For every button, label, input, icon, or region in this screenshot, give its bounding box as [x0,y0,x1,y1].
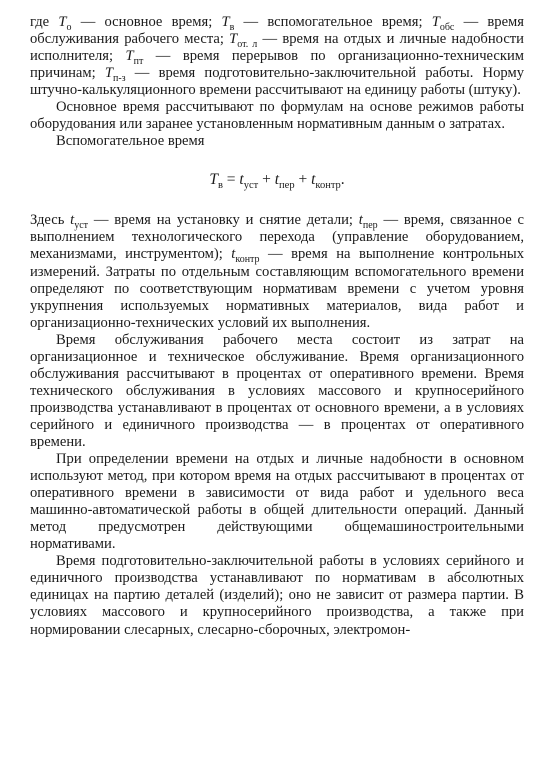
symbol-t-per: t [358,212,363,229]
paragraph-prep: Время подготовительно-заключительной работы в условиях серийного и единичного производства устанавливают по нормативам в абсолютных единицах на партию деталей (изделий); оно не зависит от размера партии. В условиях массового и крупносерийного производства, а также при нормировании слесарных, слесарно-сборочных, электромон- [30,553,524,638]
here-text-b: — время на установку и снятие детали; [88,212,359,229]
subscript-per: пер [362,220,378,232]
formula-t3: t [311,171,316,189]
symbol-t-o: T [58,14,67,30]
intro-text-a: где [30,14,59,30]
symbol-t-pz: T [104,65,113,82]
symbol-t-v: T [221,14,230,30]
intro-text-f: — время перерывов по организационно-техническим причинам; [30,48,524,82]
here-text-c: — время, связанное с выполнением технологического перехода (управление оборудованием, механизмами, инструментом); [30,212,524,263]
symbol-t-pt: T [125,48,134,65]
paragraph-service: Время обслуживания рабочего места состоит из затрат на организационное и техническое обслуживание. Время организационного обслуживания рассчитывают в процентах от оперативного времени. Время технического обслуживания в условиях массового и крупносерийного производства устанавливают в процентах от основного времени, а в условиях серийного и единичного производства — в процентах от оперативного времени. [30,331,524,450]
intro-text-b: — основное время; [71,14,222,30]
subscript-kontr: контр [235,254,260,266]
paragraph-auxiliary-intro: Вспомогательное время [56,133,205,150]
subscript-v: в [229,21,235,33]
intro-text-c: — вспомогательное время; [234,14,432,30]
intro-text-d: — время обслуживания рабочего места; [30,14,524,48]
formula-t1-sub: уст [243,180,259,192]
here-text-a: Здесь [30,212,71,229]
formula-t1: t [239,171,244,189]
paragraph-basic-time: Основное время рассчитывают по формулам на основе режимов работы оборудования или заранее установленным нормативным данным о затратах. [30,99,524,133]
formula-t3-sub: контр [315,180,341,192]
formula-plus1: + [258,171,275,189]
formula-t2: t [274,171,280,189]
paragraph-rest: При определении времени на отдых и личные надобности в основном используют метод, при котором время на отдых рассчитывают в процентах от оперативного времени в зависимости от вида работ и удельного веса машинно-автоматической работы в общей длительности операций. Данный метод предусмотрен действующими общемашиностроительными нормативами. [30,451,524,553]
subscript-pt: пт [133,56,144,67]
symbol-t-obs: T [431,14,440,30]
intro-text-e: — время на отдых и личные надобности исполнителя; [30,31,524,65]
formula-lhs: T [209,171,218,189]
subscript-pz: п-з [112,73,126,85]
intro-text-g: — время подготовительно-заключительной работы. Норму штучно-калькуляционного времени рассчитывают на единицу работы (штуку). [30,65,524,99]
subscript-otl: от. л [237,38,258,50]
formula-plus2: + [294,171,312,189]
symbol-t-ust: t [70,212,75,229]
formula-auxiliary-time [30,170,524,190]
subscript-o: о [66,21,72,33]
paragraph-here [30,212,524,331]
symbol-t-otl: T [229,31,238,48]
formula-t2-sub: пер [279,180,295,192]
intro-paragraph [30,14,524,99]
formula-lhs-sub: в [217,180,223,192]
symbol-t-kontr: t [231,246,236,263]
subscript-ust: уст [74,220,89,232]
formula-eq: = [222,171,240,189]
subscript-obs: обс [439,21,455,33]
formula-end: . [340,171,345,189]
here-text-d: — время на выполнение контрольных измерений. Затраты по отдельным составляющим вспомогательного времени определяют по соответствующим нормативам времени с учетом уровня укрупнения используемых нормативных материалов, вида работ и организационно-технических условий их выполнения. [30,246,525,331]
